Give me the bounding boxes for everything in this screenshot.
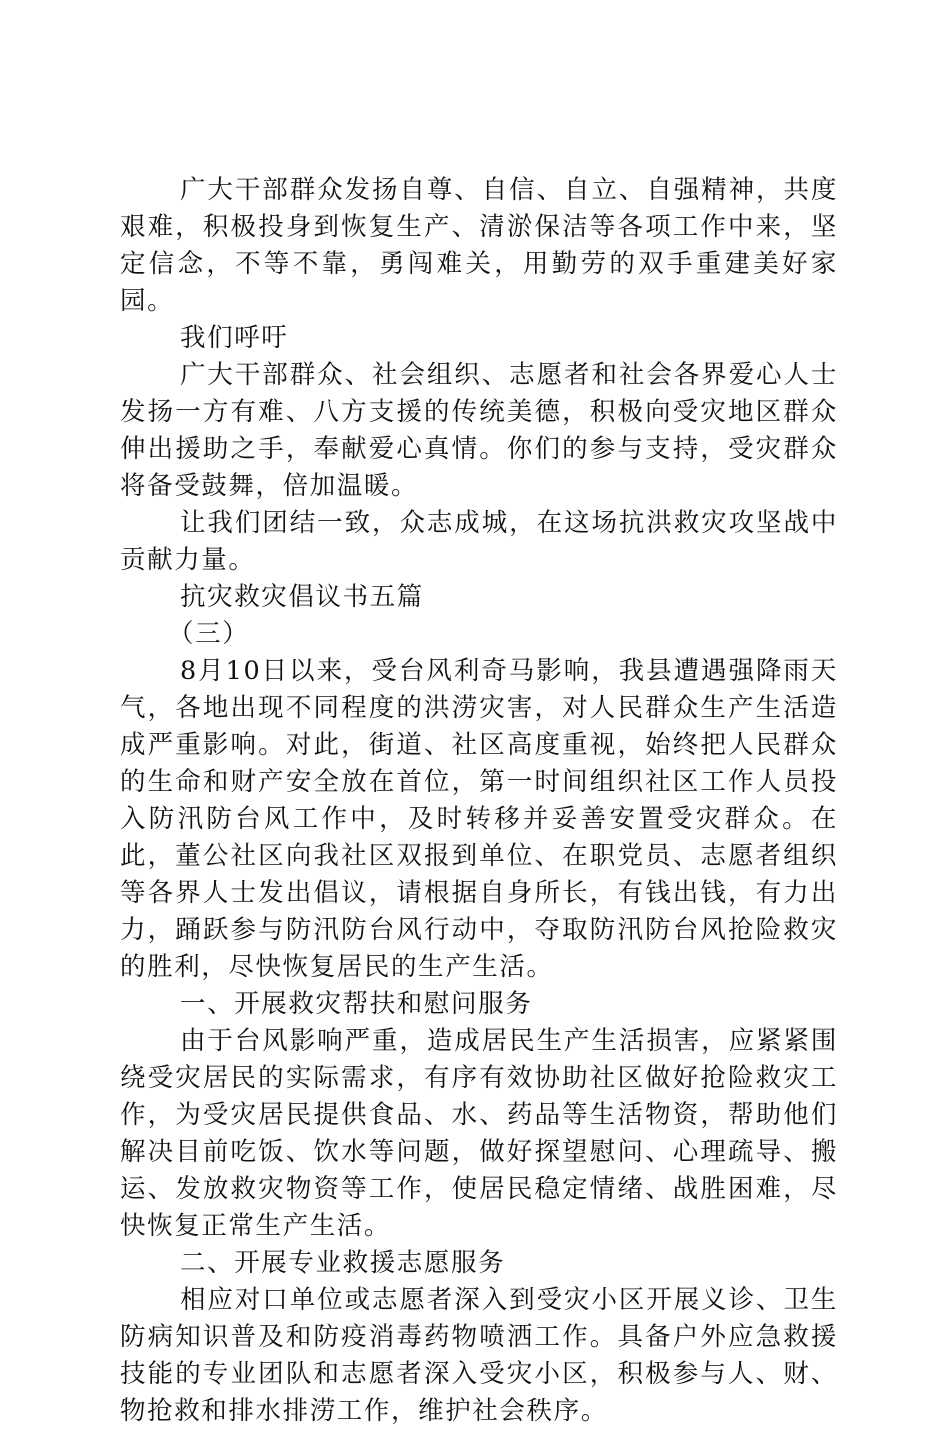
paragraph-typhoon-intro: 8月10日以来，受台风利奇马影响，我县遭遇强降雨天气，各地出现不同程度的洪涝灾害，对人民群众生产生活造成严重影响。对此，街道、社区高度重视，始终把人民群众的生命和财产安全放在首位，第一时间组织社区工作人员投入防汛防台风工作中，及时转移并妥善安置受灾群众。在此，董公社区向我社区双报到单位、在职党员、志愿者组织等各界人士发出倡议，请根据自身所长，有钱出钱，有力出力，踊跃参与防汛防台风行动中，夺取防汛防台风抢险救灾的胜利，尽快恢复居民的生产生活。 (120, 656, 838, 982)
document-title: 抗灾救灾倡议书五篇 (180, 582, 424, 612)
section-heading-relief: 一、开展救灾帮扶和慰问服务 (180, 989, 533, 1019)
paragraph-relief-body: 由于台风影响严重，造成居民生产生活损害，应紧紧围绕受灾居民的实际需求，有序有效协助社区做好抢险救灾工作，为受灾居民提供食品、水、药品等生活物资，帮助他们解决目前吃饭、饮水等问题，做好探望慰问、心理疏导、搬运、发放救灾物资等工作，使居民稳定情绪、战胜困难，尽快恢复正常生产生活。 (120, 1026, 838, 1241)
paragraph-rescue-body: 相应对口单位或志愿者深入到受灾小区开展义诊、卫生防病知识普及和防疫消毒药物喷洒工作。具备户外应急救援技能的专业团队和志愿者深入受灾小区，积极参与人、财、物抢救和排水排涝工作，维护社会秩序。 (120, 1285, 838, 1426)
document-body (120, 172, 838, 1430)
section-heading-rescue: 二、开展专业救援志愿服务 (180, 1248, 506, 1278)
paragraph-appeal-body: 广大干部群众、社会组织、志愿者和社会各界爱心人士发扬一方有难、八方支援的传统美德，积极向受灾地区群众伸出援助之手，奉献爱心真情。你们的参与支持，受灾群众将备受鼓舞，倍加温暖。 (120, 360, 838, 501)
section-number: （三） (168, 619, 250, 649)
paragraph-self-reliance: 广大干部群众发扬自尊、自信、自立、自强精神，共度艰难，积极投身到恢复生产、清淤保洁等各项工作中来，坚定信念，不等不靠，勇闯难关，用勤劳的双手重建美好家园。 (120, 175, 838, 316)
paragraph-unite: 让我们团结一致，众志成城，在这场抗洪救灾攻坚战中贡献力量。 (120, 508, 838, 575)
paragraph-we-appeal: 我们呼吁 (180, 323, 289, 353)
